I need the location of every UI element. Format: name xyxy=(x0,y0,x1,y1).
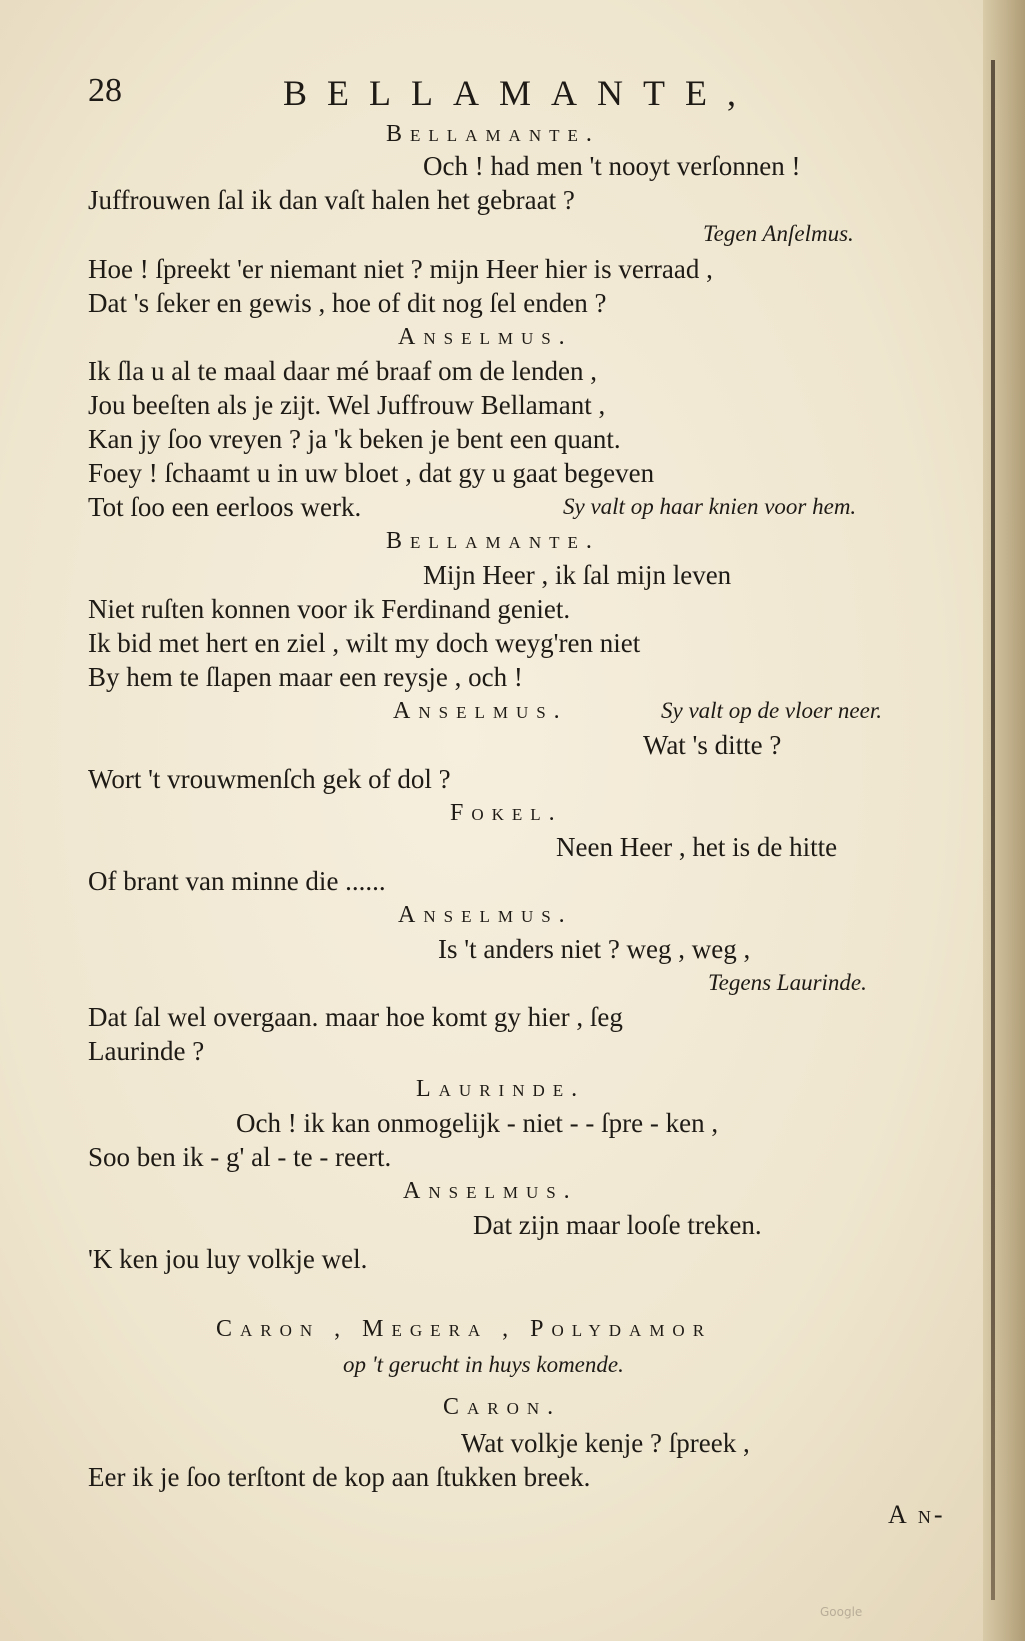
verse-line: Dat ſal wel overgaan. maar hoe komt gy hier , ſeg xyxy=(88,1002,623,1032)
verse-line: Soo ben ik - g' al - te - reert. xyxy=(88,1142,392,1172)
verse-line: Mijn Heer , ik ſal mijn leven xyxy=(423,560,732,590)
stage-direction: Tegens Laurinde. xyxy=(708,970,867,995)
stage-direction: op 't gerucht in huys komende. xyxy=(343,1352,624,1377)
stage-direction: Sy valt op haar knien voor hem. xyxy=(563,494,857,519)
verse-line: Is 't anders niet ? weg , weg , xyxy=(438,934,751,964)
verse-line: Dat 's ſeker en gewis , hoe of dit nog ſel enden ? xyxy=(88,288,607,318)
watermark: Google xyxy=(820,1605,863,1619)
verse-line: Och ! ik kan onmogelijk - niet - - ſpre - ken , xyxy=(236,1108,719,1138)
running-title: BELLAMANTE, xyxy=(283,73,756,113)
page-number: 28 xyxy=(88,72,122,109)
speaker-name: Caron , Megera , Polydamor xyxy=(216,1316,713,1342)
verse-line: Och ! had men 't nooyt verſonnen ! xyxy=(423,151,801,181)
verse-line: Ik ſla u al te maal daar mé braaf om de lenden , xyxy=(88,356,598,386)
speaker-name: Laurinde. xyxy=(416,1076,586,1102)
verse-line: 'K ken jou luy volkje wel. xyxy=(88,1244,368,1274)
verse-line: Hoe ! ſpreekt 'er niemant niet ? mijn Heer hier is verraad , xyxy=(88,254,713,284)
speaker-name: Caron. xyxy=(443,1394,562,1420)
speaker-name: Anselmus. xyxy=(398,324,573,350)
stage-direction: Tegen Anſelmus. xyxy=(703,221,854,246)
verse-line: Kan jy ſoo vreyen ? ja 'k beken je bent een quant. xyxy=(88,424,621,454)
verse-line: Juffrouwen ſal ik dan vaſt halen het gebraat ? xyxy=(88,185,575,215)
verse-line: Jou beeſten als je zijt. Wel Juffrouw Bellamant , xyxy=(88,390,606,420)
speaker-name: Bellamante. xyxy=(386,528,600,554)
stage-direction: Sy valt op de vloer neer. xyxy=(661,698,882,723)
verse-line: Foey ! ſchaamt u in uw bloet , dat gy u gaat begeven xyxy=(88,458,655,488)
verse-line: Laurinde ? xyxy=(88,1036,205,1066)
speaker-name: Anselmus. xyxy=(393,698,568,724)
verse-line: Wat volkje kenje ? ſpreek , xyxy=(461,1428,750,1458)
verse-line: Neen Heer , het is de hitte xyxy=(556,832,838,862)
verse-line: Eer ik je ſoo terſtont de kop aan ſtukken breek. xyxy=(88,1462,591,1492)
speaker-name: Fokel. xyxy=(450,800,563,826)
page-gutter xyxy=(983,0,1025,1641)
verse-line: Wat 's ditte ? xyxy=(643,730,782,760)
verse-line: Ik bid met hert en ziel , wilt my doch weyg'ren niet xyxy=(88,628,641,658)
verse-line: Dat zijn maar looſe treken. xyxy=(473,1210,762,1240)
verse-line: Tot ſoo een eerloos werk. xyxy=(88,492,362,522)
speaker-name: Anselmus. xyxy=(403,1178,578,1204)
speaker-name: Anselmus. xyxy=(398,902,573,928)
page-header xyxy=(88,70,928,118)
speaker-name: Bellamante. xyxy=(386,121,600,147)
verse-line: By hem te ſlapen maar een reysje , och ! xyxy=(88,662,523,692)
catchword: A n- xyxy=(888,1500,946,1529)
verse-line: Niet ruſten konnen voor ik Ferdinand geniet. xyxy=(88,594,571,624)
verse-line: Wort 't vrouwmenſch gek of dol ? xyxy=(88,764,451,794)
verse-line: Of brant van minne die ...... xyxy=(88,866,386,896)
gutter-shadow xyxy=(991,60,995,1600)
